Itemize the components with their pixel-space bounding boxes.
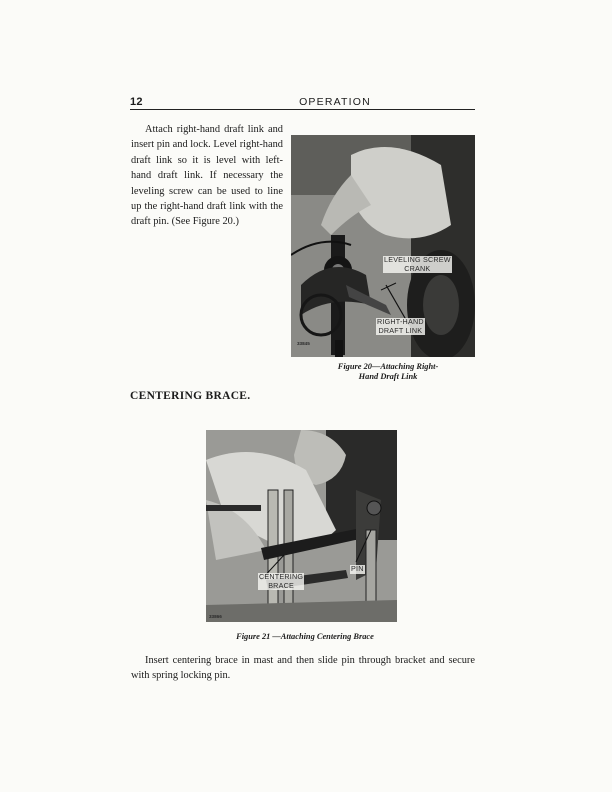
figure-20-photo — [291, 135, 475, 357]
callout-leveling-screw-crank: LEVELING SCREW CRANK — [384, 255, 451, 273]
figure-20-caption: Figure 20—Attaching Right- Hand Draft Link — [337, 362, 439, 381]
page-number: 12 — [130, 96, 143, 108]
page-header-title: OPERATION — [299, 96, 371, 108]
figure-20-photo-number: 33845 — [297, 341, 310, 346]
header-rule — [130, 109, 475, 110]
figure-21-caption: Figure 21 —Attaching Centering Brace — [236, 632, 374, 641]
callout-centering-brace: CENTERING BRACE — [259, 572, 304, 590]
intro-paragraph: Attach right-hand draft link and insert pin and lock. Level right-hand draft link so it is level with left-hand draft link. If necessary the leveling screw can be used to line up the right-hand draft link with the draft pin. (See Figure 20.) — [131, 124, 283, 228]
callout-pin: PIN — [351, 564, 364, 573]
section-heading: CENTERING BRACE. — [130, 390, 251, 402]
callout-right-hand-draft-link: RIGHT-HAND DRAFT LINK — [377, 317, 424, 335]
figure-21-photo-number: 33866 — [209, 614, 222, 619]
figure-21-photo — [206, 430, 397, 622]
closing-paragraph: Insert centering brace in mast and then slide pin through bracket and secure with spring locking pin. — [131, 655, 475, 682]
figure-21-illustration — [206, 430, 397, 622]
